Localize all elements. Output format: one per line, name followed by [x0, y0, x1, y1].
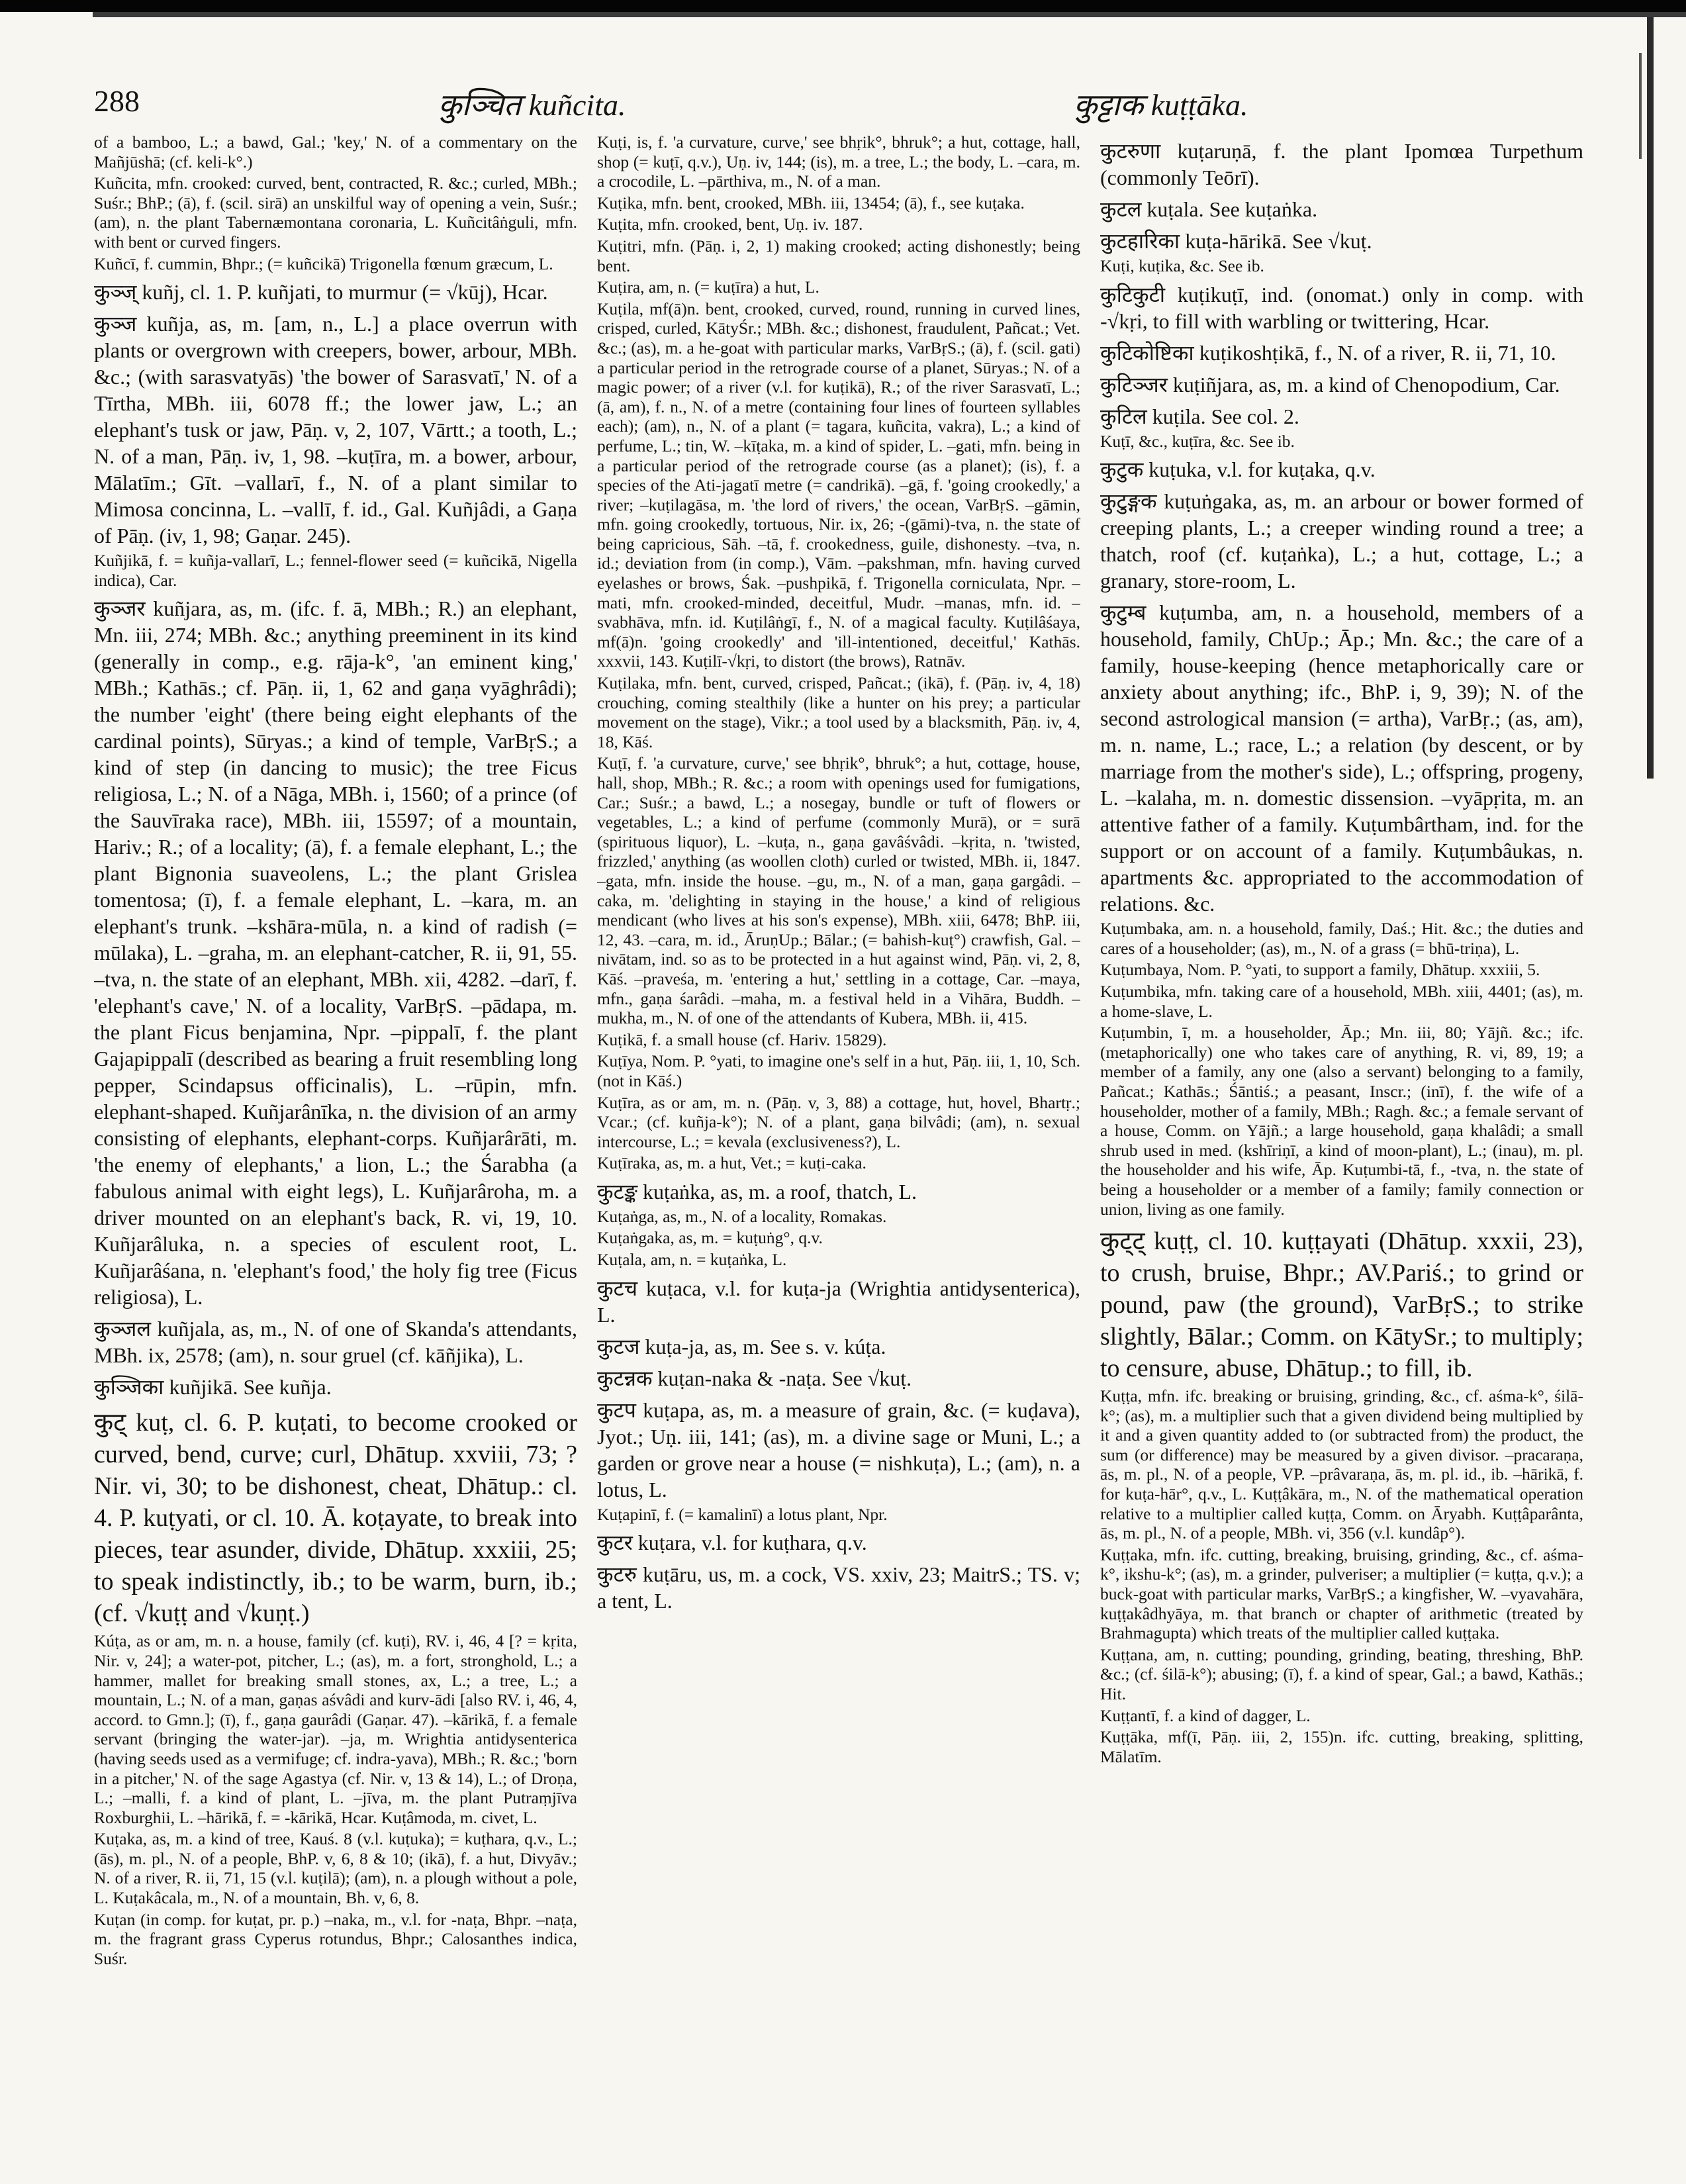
page-header: [94, 83, 1616, 130]
dictionary-entry: कुटल kuṭala. See kuṭaṅka.: [1100, 197, 1318, 221]
dictionary-column-2: [597, 132, 1080, 2158]
dictionary-entry: Kuṭīraka, as, m. a hut, Vet.; = kuṭi-caka.: [597, 1153, 866, 1173]
dictionary-column-3: [1100, 132, 1583, 2158]
dictionary-entry: Kuñcita, mfn. crooked: curved, bent, contracted, R. &c.; curled, MBh.; Suśr.; BhP.; (ā), f. (scil. sirā) an unskilful way of opening a vein, Suśr.; (am), n. the plant Tabernæmontana coronaria, L. Kuñcitâṅguli, mfn. with bent or curved fingers.: [94, 173, 577, 252]
dictionary-entry: कुटुक kuṭuka, v.l. for kuṭaka, q.v.: [1100, 457, 1376, 482]
dictionary-entry: कुटहारिका kuṭa-hārikā. See √kuṭ.: [1100, 229, 1372, 253]
dictionary-entry: Kuṭīya, Nom. P. °yati, to imagine one's self in a hut, Pāṇ. iii, 1, 10, Sch. (not in Kāś.): [597, 1051, 1080, 1090]
dictionary-entry: Kuṭṭaka, mfn. ifc. cutting, breaking, bruising, grinding, &c., cf. aśma-k°, ikshu-k°; (as), m. a grinder, pulveriser; a multiplier (= kuṭṭa, q.v.); a buck-goat with particular marks, VarBṛS.; a kingfisher, W. –vyavahāra, kuṭṭakâdhyāya, m. that branch or chapter of arithmetic (treated by Brahmagupta) which treats of the multiplier called kuṭṭaka.: [1100, 1544, 1583, 1643]
dictionary-entry: Kuṭṭana, am, n. cutting; pounding, grinding, beating, threshing, BhP. &c.; (cf. śilā-k°); abusing; (ī), f. a kind of spear, Gal.; a bawd, Kathās.; Hit.: [1100, 1644, 1583, 1703]
dictionary-entry: कुटरुणा kuṭaruṇā, f. the plant Ipomœa Turpethum (commonly Teōrī).: [1100, 139, 1583, 189]
top-border-band: [0, 0, 1686, 12]
right-margin-tick: [1639, 53, 1642, 159]
dictionary-entry: Kuṭapinī, f. (= kamalinī) a lotus plant, Npr.: [597, 1504, 888, 1524]
dictionary-entry: Kuṭī, &c., kuṭīra, &c. See ib.: [1100, 431, 1295, 451]
dictionary-entry: कुञ्जिका kuñjikā. See kuñja.: [94, 1375, 332, 1400]
dictionary-entry: Kuṭila, mf(ā)n. bent, crooked, curved, round, running in curved lines, crisped, curled, KātyŚr.; MBh. &c.; dishonest, fraudulent, Pañcat.; Vet. &c.; (as), m. a he-goat with particular marks, VarBṛS.; (ā), f. (scil. gati) a particular period in the retrograde course of a planet, Sūryas.; N. of a magic power; of a river (v.l. for kuṭikā), R.; of the river Sarasvatī, L.; (ā, am), f. n., N. of a metre (containing four lines of fourteen syllables each); (am), n., N. of a plant (= tagara, kuñcita, vakra), L.; a kind of perfume, L.; tin, W. –kīṭaka, m. a kind of spider, L. –gati, mfn. being in a particular period of the retrograde course (as a planet); (is), f. a species of the Ati-jagatī metre (= candrikā). –gā, f. 'going crookedly,' a river; –kuṭilagāsa, m. 'the lord of rivers,' the ocean, VarBṛS. –gāmin, mfn. going crookedly, tortuous, Nir. ix, 26; -(gāmi)-tva, n. the state of being capricious, Sāh. –tā, f. crookedness, guile, dishonesty. –tva, n. id.; deviation from (in comp.), Vām. –pakshman, mfn. having curved eyelashes or brows, Śak. –pushpikā, f. Trigonella corniculata, Npr. –mati, mfn. crooked-minded, deceitful, Mudr. –manas, mfn. id. –svabhāva, mfn. id. Kuṭilâṅgī, f., N. of a magical faculty. Kuṭilâśaya, mf(ā)n. 'going crookedly' and 'ill-intentioned, deceitful,' Kathās. xxxvii, 143. Kuṭilī-√kṛi, to distort (the brows), Ratnāv.: [597, 299, 1080, 671]
dictionary-entry: कुट् kuṭ, cl. 6. P. kuṭati, to become crooked or curved, bend, curve; curl, Dhātup. xxviii, 73; ?Nir. vi, 30; to be dishonest, cheat, Dhātup.: cl. 4. P. kuṭyati, or cl. 10. Ā. koṭayate, to break into pieces, tear asunder, divide, Dhātup. xxxiii, 25; to speak indistinctly, ib.; to be warm, burn, ib.; (cf. √kuṭṭ and √kuṇṭ.): [94, 1409, 577, 1628]
dictionary-entry: कुटन्नक kuṭan-naka & -naṭa. See √kuṭ.: [597, 1366, 912, 1390]
dictionary-entry: कुटप kuṭapa, as, m. a measure of grain, &c. (= kuḍava), Jyot.; Uṇ. iii, 141; (as), m. a divine sage or Muni, L.; a garden or grove near a house (= nishkuṭa), L.; (am), n. a lotus, L.: [597, 1398, 1080, 1501]
dictionary-entry: Kuṭilaka, mfn. bent, curved, crisped, Pañcat.; (ikā), f. (Pāṇ. iv, 4, 18) crouching, coming stealthily (like a hunter on his prey; a particular movement on the stage), Vikr.; a tool used by a blacksmith, Pāṇ. iv, 4, 18, Kāś.: [597, 673, 1080, 751]
dictionary-entry: कुटुङ्गक kuṭuṅgaka, as, m. an arbour or bower formed of creeping plants, L.; a creeper winding round a tree; a thatch, roof (cf. kuṭaṅka), L.; a hut, cottage, L.; a granary, store-room, L.: [1100, 489, 1583, 593]
dictionary-entry: कुञ्जल kuñjala, as, m., N. of one of Skanda's attendants, MBh. ix, 2578; (am), n. sour gruel (cf. kāñjika), L.: [94, 1317, 577, 1368]
dictionary-entry: Kuṭala, am, n. = kuṭaṅka, L.: [597, 1250, 787, 1270]
dictionary-entry: कुटिकोष्टिका kuṭikoshṭikā, f., N. of a river, R. ii, 71, 10.: [1100, 340, 1556, 365]
dictionary-entry: कुञ्जर kuñjara, as, m. (ifc. f. ā, MBh.; R.) an elephant, Mn. iii, 274; MBh. &c.; anything preeminent in its kind (generally in comp., e.g. rāja-k°, 'an eminent king,' MBh.; Kathās.; cf. Pāṇ. ii, 1, 62 and gaṇa vyāghrâdi); the number 'eight' (there being eight elephants of the cardinal points), Sūryas.; a kind of temple, VarBṛS.; a kind of step (in dancing to music); the tree Ficus religiosa, L.; N. of a Nāga, MBh. i, 1560; of a prince (of the Sauvīraka race), MBh. iii, 15597; of a mountain, Hariv.; R.; of a locality; (ā), f. a female elephant, L.; the plant Bignonia suaveolens, L.; the plant Grislea tomentosa; (ī), f. a female elephant, L. –kara, m. an elephant's trunk. –kshāra-mūla, n. a kind of radish (= mūlaka), L. –graha, m. an elephant-catcher, R. ii, 91, 55. –tva, n. the state of an elephant, MBh. xii, 4282. –darī, f. 'elephant's cave,' N. of a locality, VarBṛS. –pādapa, m. the plant Ficus benjamina, Npr. –pippalī, f. the plant Gajapippalī (described as bearing a fruit resembling long pepper, Scindapsus officinalis), L. –rūpin, mfn. elephant-shaped. Kuñjarânīka, n. the division of an army consisting of elephants, elephant-corps. Kuñjarârāti, m. 'the enemy of elephants,' a lion, L.; the Śarabha (a fabulous animal with eight legs), L. Kuñjarâroha, m. a driver mounted on an elephant's back, R. vi, 19, 10. Kuñjarâluka, n. a species of esculent root, L. Kuñjarâśana, n. 'elephant's food,' the holy fig tree (Ficus religiosa), L.: [94, 596, 577, 1309]
dictionary-entry: Kuṭīra, as or am, m. n. (Pāṇ. v, 3, 88) a cottage, hut, hovel, Bhartṛ.; Vcar.; (cf. kuñja-k°); N. of a plant, gaṇa bilvâdi; (am), n. sexual intercourse, L.; = kevala (exclusiveness?), L.: [597, 1092, 1080, 1151]
dictionary-entry: Kuṭira, am, n. (= kuṭīra) a hut, L.: [597, 277, 820, 297]
dictionary-entry: Kuṭika, mfn. bent, crooked, MBh. iii, 13454; (ā), f., see kuṭaka.: [597, 193, 1025, 213]
dictionary-entry: Kuṭitri, mfn. (Pāṇ. i, 2, 1) making crooked; acting dishonestly; being bent.: [597, 236, 1080, 275]
dictionary-entry: कुटर kuṭara, v.l. for kuṭhara, q.v.: [597, 1531, 867, 1555]
dictionary-entry: of a bamboo, L.; a bawd, Gal.; 'key,' N. of a commentary on the Mañjūshā; (cf. keli-k°.): [94, 132, 577, 171]
dictionary-entry: कुटुम्ब kuṭumba, am, n. a household, members of a household, family, ChUp.; Āp.; Mn. &c.; the care of a family, house-keeping (hence metaphorically care or anxiety about anything; ifc., BhP. i, 9, 39); N. of the second astrological mansion (= artha), VarBṛ.; (as, am), m. n. name, L.; race, L.; a relation (by descent, or by marriage from the mother's side), L.; offspring, progeny, L. –kalaha, m. n. domestic dissension. –vyāpṛita, m. an attentive father of a family. Kuṭumbârtham, ind. for the support or on account of a family. Kuṭumbâukas, n. apartments &c. appropriated to the accommodation of relations. &c.: [1100, 600, 1583, 916]
dictionary-entry: Kuṭumbin, ī, m. a householder, Āp.; Mn. iii, 80; Yājñ. &c.; ifc. (metaphorically) one who takes care of anything, R. vi, 89, 19; a member of a family, any one (also a servant) belonging to a family, Pañcat.; Kathās.; Śāntiś.; a peasant, Inscr.; (inī), f. the wife of a householder, mother of a family, MBh.; Ragh. &c.; a female servant of a house, Comm. on Yājñ.; a large household, gaṇa khalâdi; a small shrub used in med. (kshīriṇī, a kind of moon-plant), L.; (inau), m. pl. the householder and his wife, Āp. Kuṭumbi-tā, f., -tva, n. the state of being a householder or a member of a family; family connection or union, living as one family.: [1100, 1023, 1583, 1219]
dictionary-entry: Kuṭan (in comp. for kuṭat, pr. p.) –naka, m., v.l. for -naṭa, Bhpr. –naṭa, m. the fragrant grass Cyperus rotundus, Bhpr.; Calosanthes indica, Suśr.: [94, 1909, 577, 1968]
running-head-left: कुञ्चित kuñcita.: [438, 88, 626, 122]
dictionary-column-1: [94, 132, 577, 2158]
dictionary-entry: कुञ्ज kuñja, as, m. [am, n., L.] a place overrun with plants or overgrown with creepers, bower, arbour, MBh. &c.; (with sarasvatyās) 'the bower of Sarasvatī,' N. of a Tīrtha, MBh. iii, 6078 ff.; the lower jaw, L.; an elephant's tusk or jaw, Pāṇ. v, 2, 107, Vārtt.; a tooth, L.; N. of a man, Pāṇ. iv, 1, 98. –kuṭīra, m. a bower, arbour, Mālatīm.; Gīt. –vallarī, f., N. of a plant similar to Mimosa concinna, L. –vallī, f. id., Gal. Kuñjâdi, a Gaṇa of Pāṇ. (iv, 1, 98; Gaṇar. 245).: [94, 312, 577, 548]
dictionary-entry: कुटङ्क kuṭaṅka, as, m. a roof, thatch, L.: [597, 1179, 917, 1204]
dictionary-entry: Kuṭṭa, mfn. ifc. breaking or bruising, grinding, &c., cf. aśma-k°, śilā-k°; (as), m. a multiplier such that a given dividend being multiplied by it and a given quantity added to (or subtracted from) the product, the sum (or difference) may be measured by a given divisor. –pracaraṇa, ās, m. pl., N. of a people, VP. –prâvaraṇa, ās, m. pl. id., ib. –hārikā, f. for kuṭa-hār°, q.v., L. Kuṭṭâkāra, m., N. of the mathematical operation relative to a multiplier called kuṭṭa, Comm. on Āryabh. Kuṭṭâparânta, ās, m. pl., N. of a people, MBh. vi, 356 (v.l. kundâp°).: [1100, 1386, 1583, 1543]
dictionary-entry: Kuñjikā, f. = kuñja-vallarī, L.; fennel-flower seed (= kuñcikā, Nigella indica), Car.: [94, 551, 577, 590]
dictionary-entry: कुटरु kuṭāru, us, m. a cock, VS. xxiv, 23; MaitrS.; TS. v; a tent, L.: [597, 1562, 1080, 1613]
dictionary-entry: Kuṭi, is, f. 'a curvature, curve,' see bhṛik°, bhruk°; a hut, cottage, hall, shop (= kuṭī, q.v.), Uṇ. iv, 144; (is), m. a tree, L.; the body, L. –cara, m. a crocodile, L. –pārthiva, m., N. of a man.: [597, 132, 1080, 191]
dictionary-entry: Kuṭumbaya, Nom. P. °yati, to support a family, Dhātup. xxxiii, 5.: [1100, 960, 1540, 980]
dictionary-entry: Kuñcī, f. cummin, Bhpr.; (= kuñcikā) Trigonella fœnum græcum, L.: [94, 254, 553, 273]
dictionary-entry: कुटिञ्जर kuṭiñjara, as, m. a kind of Chenopodium, Car.: [1100, 372, 1560, 397]
dictionary-entry: Kuṭī, f. 'a curvature, curve,' see bhṛik°, bhruk°; a hut, cottage, house, hall, shop, MBh.; R. &c.; a room with openings used for fumigations, Car.; Suśr.; a bawd, L.; a nosegay, bundle or tuft of flowers or vegetables, L.; a kind of perfume (commonly Murā), or = surā (spirituous liquor), L. –kuṭa, n., gaṇa gavâśvâdi. –kṛita, n. 'twisted, frizzled,' anything (as woollen cloth) curled or twisted, MBh. ii, 1847. –gata, mfn. inside the house. –gu, m., N. of a man, gaṇa gargâdi. –caka, m. 'delighting in staying in the house,' a kind of religious mendicant (who lives at his son's expense), MBh. xiii, 6478; BhP. iii, 12, 43. –cara, m. id., ĀruṇUp.; Bālar.; (= bahish-kuṭ°) crawfish, Gal. –nivātam, ind. so as to be protected in a hut against wind, Pāṇ. vi, 2, 8, Kāś. –praveśa, m. 'entering a hut,' settling in a cottage, Car. –maya, mfn., gaṇa śarâdi. –maha, m. a festival held in a Vihāra, Buddh. –mukha, m., N. of one of the attendants of Kubera, MBh. ii, 415.: [597, 753, 1080, 1028]
page-number: 288: [94, 84, 140, 118]
dictionary-entry: Kuṭi, kuṭika, &c. See ib.: [1100, 256, 1264, 275]
running-head-right: कुट्टाक kuṭṭāka.: [1074, 88, 1248, 122]
right-margin-bar: [1647, 17, 1654, 779]
dictionary-entry: Kuṭumbika, mfn. taking care of a household, MBh. xiii, 4401; (as), m. a home-slave, L.: [1100, 981, 1583, 1021]
dictionary-entry: Kuṭṭantī, f. a kind of dagger, L.: [1100, 1705, 1311, 1725]
dictionary-entry: कुटिकुटी kuṭikuṭī, ind. (onomat.) only in comp. with -√kṛi, to fill with warbling or twittering, Hcar.: [1100, 282, 1583, 333]
dictionary-entry: Kuṭita, mfn. crooked, bent, Uṇ. iv. 187.: [597, 214, 863, 234]
dictionary-entry: Kuṭaṅgaka, as, m. = kuṭuṅg°, q.v.: [597, 1228, 823, 1248]
dictionary-entry: कुटच kuṭaca, v.l. for kuṭa-ja (Wrightia antidysenterica), L.: [597, 1276, 1080, 1327]
dictionary-entry: Kuṭumbaka, am. n. a household, family, Daś.; Hit. &c.; the duties and cares of a householder; (as), m., N. of a grass (= bhū-triṇa), L.: [1100, 919, 1583, 958]
dictionary-entry: Kuṭaṅga, as, m., N. of a locality, Romakas.: [597, 1206, 887, 1226]
dictionary-entry: कुट्ट् kuṭṭ, cl. 10. kuṭṭayati (Dhātup. xxxii, 23), to crush, bruise, Bhpr.; AV.Pariś.; to grind or pound, paw (the ground), VarBṛS.; to strike slightly, Bālar.; Comm. on KātySr.; to multiply; to censure, abuse, Dhātup.; to fill, ib.: [1100, 1227, 1583, 1383]
dictionary-entry: Kuṭikā, f. a small house (cf. Hariv. 15829).: [597, 1029, 887, 1049]
dictionary-entry: कुटज kuṭa-ja, as, m. See s. v. kúṭa.: [597, 1334, 886, 1358]
top-border-shadow: [93, 12, 1686, 17]
dictionary-entry: Kuṭaka, as, m. a kind of tree, Kauś. 8 (v.l. kuṭuka); = kuṭhara, q.v., L.; (ās), m. pl., N. of a people, BhP. v, 6, 8 & 10; (ikā), f. a hut, Divyāv.; N. of a river, R. ii, 71, 15 (v.l. kuṭilā); (am), n. a plough without a pole, L. Kuṭakâcala, m., N. of a mountain, Bh. v, 6, 8.: [94, 1829, 577, 1908]
dictionary-entry: Kuṭṭāka, mf(ī, Pāṇ. iii, 2, 155)n. ifc. cutting, breaking, splitting, Mālatīm.: [1100, 1727, 1583, 1766]
dictionary-entry: कुञ्ज् kuñj, cl. 1. P. kuñjati, to murmur (= √kūj), Hcar.: [94, 280, 548, 305]
dictionary-entry: कुटिल kuṭila. See col. 2.: [1100, 404, 1299, 428]
dictionary-entry: Kúṭa, as or am, m. n. a house, family (cf. kuṭi), RV. i, 46, 4 [? = kṛita, Nir. v, 24]; a water-pot, pitcher, L.; (as), m. a fort, stronghold, L.; a hammer, mallet for breaking small stones, ax, L.; a tree, L.; a mountain, L.; N. of a man, gaṇas aśvâdi and kurv-ādi [also RV. i, 46, 4, accord. to Gmn.]; (ī), f., gaṇa gaurâdi (Gaṇar. 47). –kārikā, f. a female servant (bringing the water-jar). –ja, m. Wrightia antidysenterica (having seeds used as a vermifuge; cf. indra-yava), MBh.; R. &c.; 'born in a pitcher,' N. of the sage Agastya (cf. Nir. v, 13 & 14), L.; of Droṇa, L.; –malli, f. a kind of plant, L. –jīva, m. the plant Putraṃjīva Roxburghii, L. –hārikā, f. = -kārikā, Hcar. Kuṭâmoda, m. civet, L.: [94, 1631, 577, 1827]
